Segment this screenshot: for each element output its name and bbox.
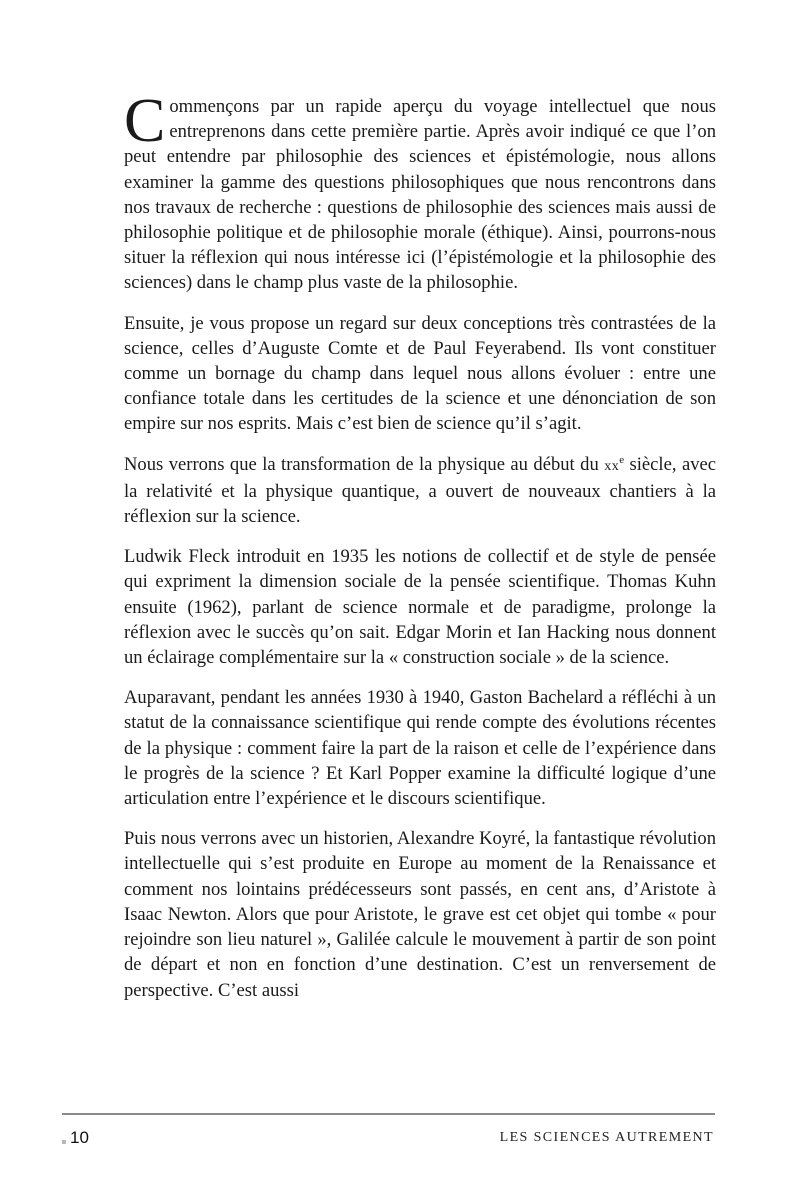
page-number: 10 (70, 1128, 89, 1147)
body-text (124, 87, 716, 1018)
paragraph-text: Nous verrons que la transformation de la physique au début du (124, 453, 605, 475)
running-title: LES SCIENCES AUTREMENT (499, 1130, 714, 1145)
paragraph-comte-feyerabend: Ensuite, je vous propose un regard sur deux conceptions très contrastées de la science, celles d’Auguste Comte et de Paul Feyerabend. Ils vont constituer comme un bornage du champ dans lequel nous allons évoluer : entre une confiance totale dans les certitudes de la science et une dénonciation de son empire sur nos esprits. Mais c’est bien de science qu’il s’agit. (124, 312, 716, 435)
page-marker-dot (62, 1140, 66, 1144)
century-suffix: e (619, 453, 625, 466)
paragraph-bachelard-popper: Auparavant, pendant les années 1930 à 1940, Gaston Bachelard a réfléchi à un statut de la connaissance scientifique qui rende compte des évolutions récentes de la physique : comment faire la part de la raison et celle de l’expérience dans le progrès de la science ? Et Karl Popper examine la difficulté logique d’une articulation entre l’expérience et le discours scientifique. (124, 687, 716, 810)
footer-divider (62, 1113, 715, 1115)
drop-cap: C (124, 87, 166, 155)
paragraph-koyre: Puis nous verrons avec un historien, Alexandre Koyré, la fantastique révolution intellectuelle qui s’est produite en Europe au moment de la Renaissance et comment nos lointains prédécesseurs sont passés, en cent ans, d’Aristote à Isaac Newton. Alors que pour Aristote, le grave est cet objet qui tombe « pour rejoindre son lieu naturel », Galilée calcule le mouvement à partir de son point de départ et non en fonction d’une destination. C’est un renversement de perspective. C’est aussi (124, 828, 716, 1001)
paragraph-fleck-kuhn: Ludwik Fleck introduit en 1935 les notions de collectif et de style de pensée qui expriment la dimension sociale de la pensée scientifique. Thomas Kuhn ensuite (1962), parlant de science normale et de paradigme, prolonge la réflexion avec le succès qu’on sait. Edgar Morin et Ian Hacking nous donnent un éclairage complémentaire sur la « construction sociale » de la science. (124, 546, 716, 669)
paragraph-intro (124, 87, 716, 296)
century-numeral: xx (604, 458, 620, 474)
paragraph-intro-text: ommençons par un rapide aperçu du voyage intellectuel que nous entreprenons dans cette première partie. Après avoir indiqué ce que l’on peut entendre par philosophie des sciences et épistémologie, nous allons examiner la gamme des questions philosophiques que nous rencontrons dans nos travaux de recherche : questions de philosophie des sciences mais aussi de philosophie politique et de philosophie morale (éthique). Ainsi, pourrons-nous situer la réflexion qui nous intéresse ici (l’épistémologie et la philosophie des sciences) dans le champ plus vaste de la philosophie. (124, 96, 716, 294)
paragraph-physique-xxe (124, 452, 716, 530)
paragraph-text: siècle, avec la relativité et la physique quantique, a ouvert de nouveaux chantiers à la réflexion sur la science. (124, 453, 716, 528)
